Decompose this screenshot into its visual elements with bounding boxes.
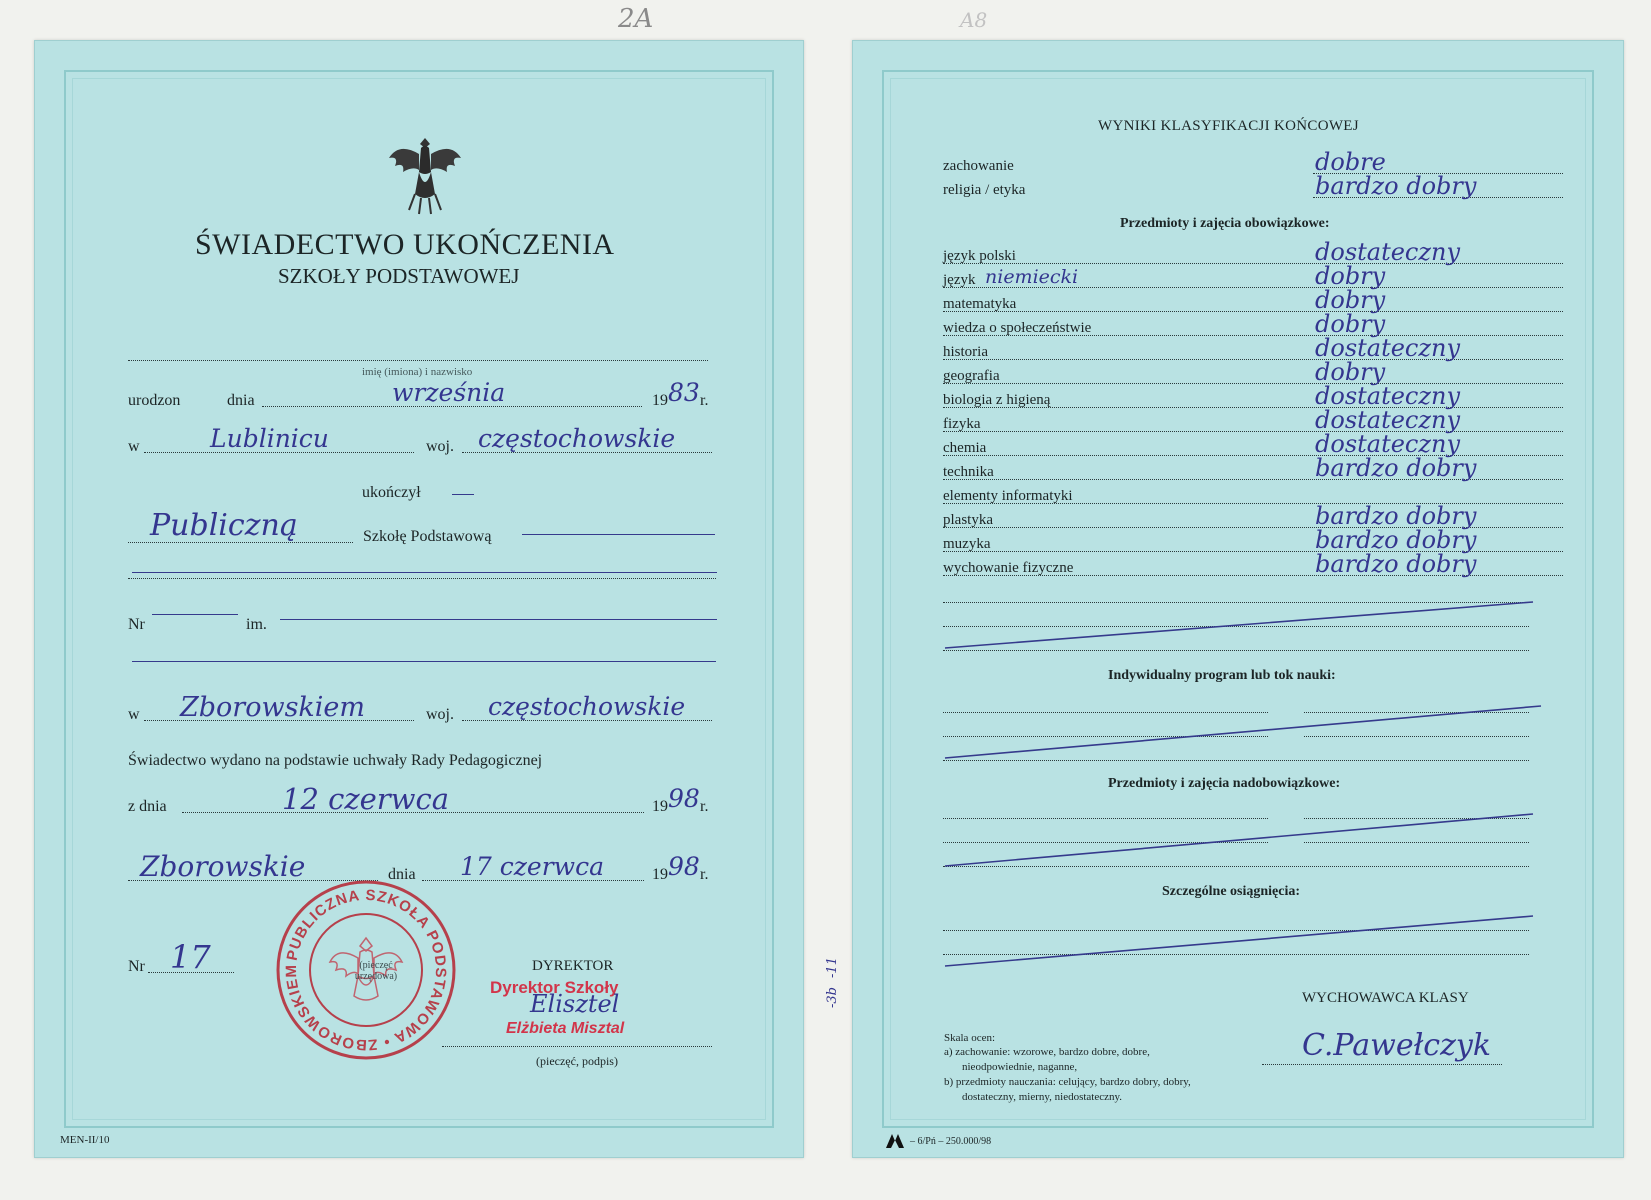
school-name-strike: [132, 572, 717, 573]
margin-note-bottom: -3b: [825, 987, 840, 1008]
certificate-subtitle: SZKOŁY PODSTAWOWEJ: [278, 264, 520, 288]
grade-dots: [943, 407, 1563, 408]
subject-name: plastyka: [943, 512, 993, 528]
subject-grade: dobry: [1315, 286, 1386, 314]
margin-note-top: -11: [824, 957, 840, 978]
completed-label: ukończył: [362, 484, 421, 501]
scale-behaviour-2: nieodpowiednie, naganne,: [962, 1061, 1078, 1073]
in-label: w: [128, 438, 140, 455]
subject-grade: dobry: [1315, 310, 1386, 338]
born-day-label: dnia: [227, 392, 255, 409]
issue-day-label: dnia: [388, 866, 416, 883]
footer-code: – 6/Pń – 250.000/98: [910, 1136, 992, 1147]
subject-name: wychowanie fizyczne: [943, 560, 1074, 576]
behaviour-subject: zachowanie: [943, 158, 1014, 174]
subject-grade: bardzo dobry: [1315, 454, 1477, 482]
eagle-emblem-icon: [385, 132, 465, 218]
subject-name: muzyka: [943, 536, 991, 552]
council-year: 98: [668, 784, 700, 813]
behaviour-grade: bardzo dobry: [1315, 172, 1477, 200]
patron-line: [280, 619, 717, 620]
achievements-heading: Szczególne osiągnięcia:: [1162, 884, 1301, 899]
results-heading: WYNIKI KLASYFIKACJI KOŃCOWEJ: [1098, 118, 1359, 134]
seal-caption: (pieczęć urzędowa): [354, 960, 398, 982]
mandatory-heading: Przedmioty i zajęcia obowiązkowe:: [1120, 216, 1330, 231]
issued-text: Świadectwo wydano na podstawie uchwały Rady Pedagogicznej: [128, 752, 543, 769]
subject-grade: bardzo dobry: [1315, 526, 1477, 554]
school-voivodeship: częstochowskie: [488, 692, 686, 721]
subject-grade: bardzo dobry: [1315, 502, 1477, 530]
council-date: 12 czerwca: [282, 782, 450, 816]
scale-title: Skala ocen:: [944, 1032, 996, 1044]
born-label: urodzon: [128, 392, 181, 409]
subject-grade: dostateczny: [1315, 406, 1461, 434]
strike-line-individual: [943, 700, 1543, 762]
subject-grade: dostateczny: [1315, 430, 1461, 458]
scale-subjects-2: dostateczny, mierny, niedostateczny.: [962, 1091, 1123, 1103]
strike-line-achievements: [943, 910, 1537, 970]
subject-row: [943, 262, 1563, 296]
publisher-logo-icon: [884, 1132, 906, 1150]
patron-line-2: [132, 661, 716, 662]
annotation-right: A8: [960, 8, 988, 32]
issue-year: 98: [668, 852, 700, 881]
subject-name: język: [943, 272, 976, 288]
im-label: im.: [246, 616, 267, 633]
subject-row: [943, 286, 1563, 320]
completed-dash: [452, 494, 474, 495]
council-year-prefix: 19: [652, 798, 668, 815]
school-name-line-2: [128, 578, 716, 579]
strike-line-subjects: [943, 596, 1537, 652]
subject-name: technika: [943, 464, 994, 480]
scale-behaviour: a) zachowanie: wzorowe, bardzo dobre, dobre,: [944, 1046, 1150, 1058]
director-signature-line: [442, 1046, 712, 1047]
subject-name: matematyka: [943, 296, 1017, 312]
subject-grade: dostateczny: [1315, 238, 1461, 266]
grade-dots: [943, 359, 1563, 360]
issue-year-r: r.: [700, 866, 709, 883]
school-place: Zborowskiem: [180, 692, 366, 723]
subject-row: [943, 382, 1563, 416]
cert-nr-label: Nr: [128, 958, 145, 975]
director-label: DYREKTOR: [532, 958, 614, 974]
subject-language-name: niemiecki: [985, 266, 1079, 288]
director-stamp-name: Elżbieta Misztal: [506, 1020, 625, 1037]
name-caption: imię (imiona) i nazwisko: [362, 366, 473, 378]
subject-name: chemia: [943, 440, 987, 456]
certificate-title: ŚWIADECTWO UKOŃCZENIA: [195, 228, 615, 261]
school-voivodeship-label: woj.: [426, 706, 454, 723]
subject-name: historia: [943, 344, 988, 360]
subject-row: [943, 550, 1563, 584]
grade-dots: [943, 335, 1563, 336]
school-name-line: [522, 534, 715, 535]
born-year: 83: [668, 378, 700, 407]
teacher-label: WYCHOWAWCA KLASY: [1302, 990, 1469, 1006]
born-year-r: r.: [700, 392, 709, 409]
born-year-prefix: 19: [652, 392, 668, 409]
signature-caption: (pieczęć, podpis): [536, 1054, 618, 1068]
grade-dots: [943, 311, 1563, 312]
behaviour-grade: dobre: [1315, 148, 1386, 176]
grade-dots: [943, 383, 1563, 384]
subject-name: fizyka: [943, 416, 981, 432]
nr-label: Nr: [128, 616, 145, 633]
subject-grade: dostateczny: [1315, 334, 1461, 362]
optional-heading: Przedmioty i zajęcia nadobowiązkowe:: [1108, 776, 1341, 791]
nr-line: [152, 614, 238, 615]
subject-grade: bardzo dobry: [1315, 550, 1477, 578]
seal-text: PUBLICZNA SZKOŁA PODSTAWOWA • ZBOROWSKIEM: [282, 886, 450, 1054]
strike-line-optional: [943, 808, 1537, 870]
subject-row: [943, 406, 1563, 440]
subject-name: elementy informatyki: [943, 488, 1073, 504]
school-type: Publiczną: [150, 508, 298, 543]
teacher-signature: C.Pawełczyk: [1302, 1028, 1492, 1063]
subject-name: język polski: [943, 248, 1016, 264]
voivodeship-label: woj.: [426, 438, 454, 455]
annotation-left: 2A: [618, 4, 654, 34]
school-label: Szkołę Podstawową: [363, 528, 492, 545]
from-day-label: z dnia: [128, 798, 167, 815]
teacher-signature-line: [1262, 1064, 1502, 1065]
birth-place: Lublinicu: [210, 424, 329, 453]
director-signature: Elisztel: [530, 990, 620, 1018]
subject-name: biologia z higieną: [943, 392, 1051, 408]
subject-grade: dostateczny: [1315, 382, 1461, 410]
council-year-r: r.: [700, 798, 709, 815]
grade-dots: [943, 287, 1563, 288]
born-month: września: [392, 378, 506, 407]
name-line: [128, 360, 708, 361]
subject-row: [943, 334, 1563, 368]
issue-date: 17 czerwca: [460, 852, 604, 881]
subject-name: wiedza o społeczeństwie: [943, 320, 1092, 336]
birth-voivodeship: częstochowskie: [478, 424, 676, 453]
subject-grade: dobry: [1315, 358, 1386, 386]
form-code: MEN-II/10: [60, 1134, 110, 1146]
subject-row: [943, 310, 1563, 344]
subject-grade: dobry: [1315, 262, 1386, 290]
grade-dots: [943, 431, 1563, 432]
individual-heading: Indywidualny program lub tok nauki:: [1108, 668, 1336, 683]
school-in-label: w: [128, 706, 140, 723]
issue-year-prefix: 19: [652, 866, 668, 883]
scale-subjects: b) przedmioty nauczania: celujący, bardzo dobry, dobry,: [944, 1076, 1191, 1088]
director-stamp-title: Dyrektor Szkoły: [490, 978, 619, 997]
subject-row: [943, 454, 1563, 488]
behaviour-subject: religia / etyka: [943, 182, 1026, 198]
cert-number: 17: [170, 938, 211, 976]
subject-row: [943, 358, 1563, 392]
grade-dots: [943, 263, 1563, 264]
subject-name: geografia: [943, 368, 1000, 384]
behaviour-row-religion: [943, 172, 1563, 206]
place-issued: Zborowskie: [140, 850, 306, 883]
